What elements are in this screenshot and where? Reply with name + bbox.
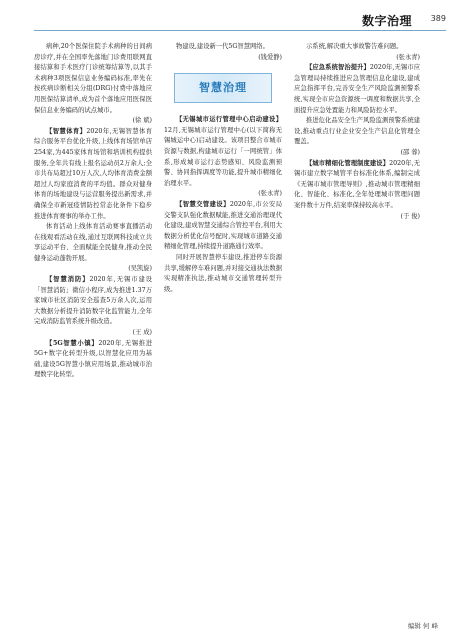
article-heading: 【5G智慧小镇】 (46, 339, 99, 347)
article-paragraph (34, 339, 152, 381)
column-2 (164, 42, 282, 295)
article-heading: 【城市精细化管理制度建设】 (306, 159, 390, 167)
article-text: 2020年,市公安局交警支队强化数据赋能,推进交通治理现代化建设,建成智慧交通综合管控平台,利用大数据分析优化信号配时,实现城市道路交通精细化管理,持续提升道路通行效率。 (164, 200, 283, 251)
article-paragraph (34, 275, 152, 339)
article-paragraph (294, 42, 420, 63)
banner-frame (174, 73, 272, 103)
article-paragraph (164, 115, 282, 200)
article-paragraph (34, 42, 152, 127)
article-paragraph (34, 127, 152, 222)
author-credit: (钱爱静) (258, 53, 282, 61)
article-text: 12月,无锡城市运行管理中心(以下简称无锡城运中心)启动建设。该项目整合市城市资源与数据,构建城市运行「一网统管」体系,形成城市运行态势感知、风险监测预警、协同指挥调度等功能,提升城市精细化治理水平。 (164, 126, 282, 187)
author-credit: (王 成) (132, 329, 152, 337)
author-credit: (张永青) (396, 53, 420, 61)
article-text: 体育活动上线体育活动赛事直播活动在线观看活动在线,通过互联网科技成立共享运动平台、全面赋能全民健身,推动全民健身运动蓬勃开展。 (34, 223, 152, 262)
column-1 (34, 42, 152, 381)
article-text: 推进危化品安全生产风险监测预警系统建设,推动重点行业企业安全生产信息化管理全覆盖。 (294, 117, 420, 146)
author-credit: (于 俊) (400, 212, 420, 220)
article-paragraph (294, 159, 420, 223)
article-paragraph (164, 42, 282, 63)
editor-credit: 编辑 何 峰 (407, 622, 438, 630)
author-credit: (徐 斌) (132, 117, 152, 125)
header-rule (34, 30, 446, 31)
page-number: 389 (430, 14, 446, 23)
article-heading: 【无锡城市运行管理中心启动建设】 (176, 116, 282, 124)
article-text: 2020年,无锡市应急管理局持续推进应急管理信息化建设,建成应急指挥平台,完善安全生产风险监测预警系统,实现全市应急资源统一调度和数据共享,全面提升应急处置能力和风险防控水平。 (294, 64, 421, 114)
section-title: 数字治理 (361, 14, 412, 28)
article-paragraph (294, 116, 420, 158)
article-heading: 【智慧消防】 (46, 276, 90, 284)
article-heading: 【应急系统智治提升】 (306, 64, 370, 72)
author-credit: (邵 蓉) (400, 148, 420, 156)
article-text: 示系统,解决重大事故警告难问题。 (306, 43, 403, 50)
article-paragraph (164, 200, 282, 253)
article-text: 物建设,建设新一代5G智慧网络。 (176, 43, 269, 50)
article-heading: 【智慧交管建设】 (176, 200, 230, 208)
banner-label: 智慧治理 (199, 80, 247, 94)
page-header (0, 0, 468, 30)
article-text: 同时开展智慧停车建设,推进停车资源共享,缓解停车难问题,并对接交通执法数据实现精准执法,推动城市交通管理转型升级。 (164, 253, 282, 293)
author-credit: (张永青) (258, 190, 282, 198)
column-3 (294, 42, 420, 222)
author-credit: (吴凯旋) (128, 265, 152, 273)
article-text: 2020年,无锡推进5G+数字化转型升级,以智慧化应用为基础,建设5G智慧小镇应用场景,推动城市治理数字化转型。 (34, 339, 152, 379)
article-text: 病种,20个医保住院手术病种的日间病房诊疗,并在全国率先落地门诊费用联网直接结算和手术医疗门诊统筹结算等,以其手术病种3项医保信息业务编码标准,率先在按疾病诊断相关分组(DRG)付费中落地应用医保结算清单,成为首个落地应用医保医保信息业务编码的试点城市。 (34, 43, 152, 114)
article-text: 2020年,无锡智慧体育综合服务平台优化升级,上线体育场馆单店254家,为445家体育场馆和培训机构提供服务,全年共有线上报名运动员2万余人;全市共布局超过10万人次,人均体育消费金额超过人均家庭消费的平均值。群众对健身体育的场地建设与运营服务提出新需求,并确保全市新冠疫情防控常态化条件下稳步推进体育赛事的举办工作。 (34, 127, 153, 220)
article-paragraph (34, 222, 152, 275)
article-heading: 【智慧体育】 (46, 127, 87, 135)
article-paragraph (294, 63, 420, 116)
section-banner (164, 69, 282, 107)
article-text: 2020年,无锡市建立数字城管平台标准化体系,编制完成《无锡市城市管理导则》,推动城市管理精细化、智能化、标准化,全年处理城市管理问题案件数十万件,结案率保持较高水平。 (294, 159, 420, 209)
article-text: 2020年,无锡市建设「智慧消防」微信小程序,成为推进1.37万家城市社区消防安全巡查5万余人次,运用大数据分析提升消防数字化监管能力,全年完成消防监管系统升级改造。 (34, 276, 153, 326)
article-paragraph (164, 253, 282, 295)
